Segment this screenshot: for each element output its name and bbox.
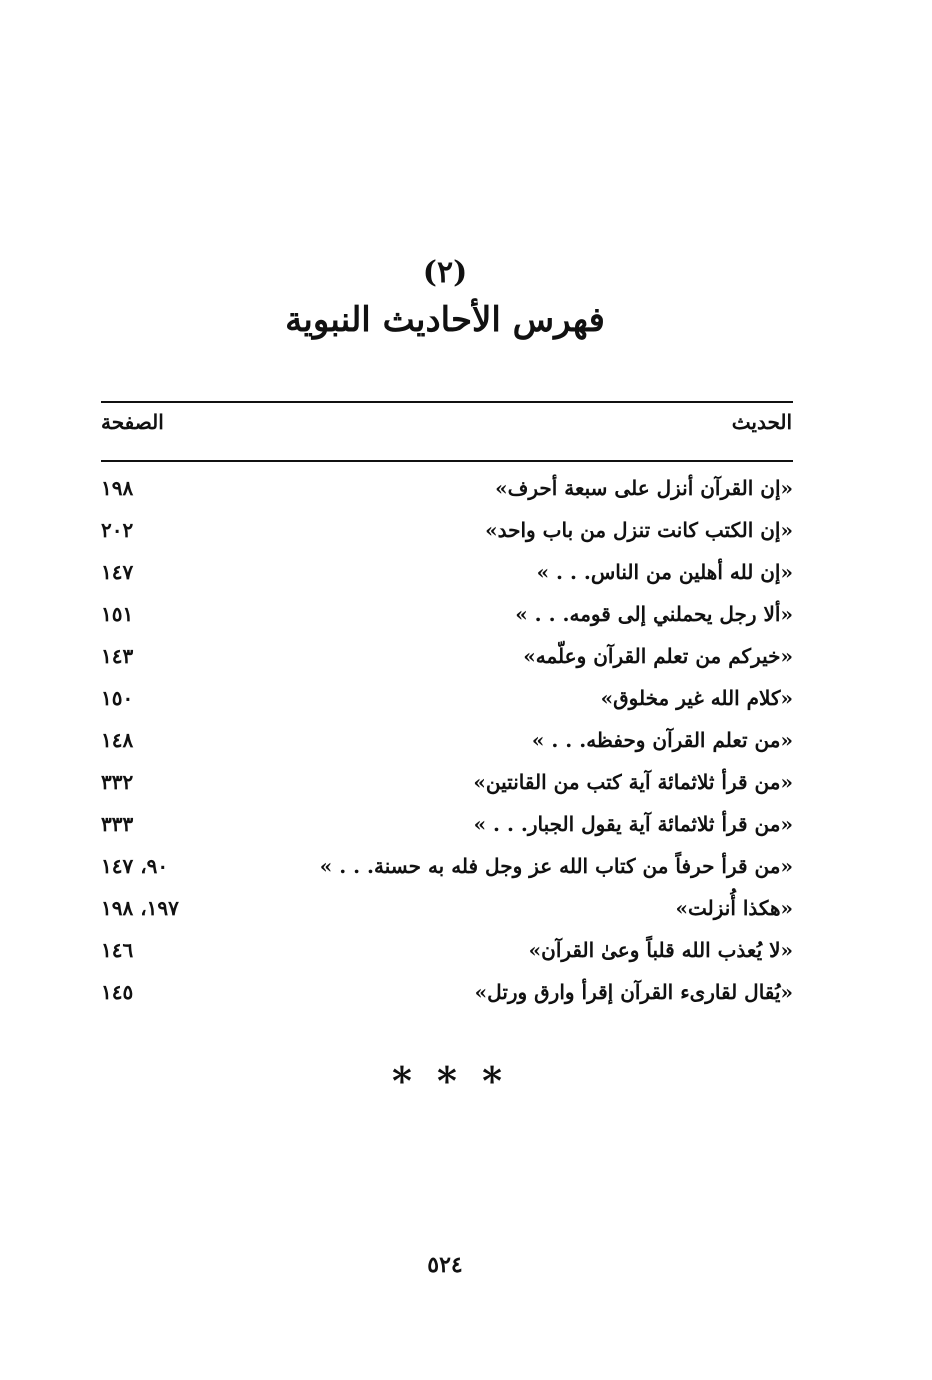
hadith-text: «من قرأ ثلاثمائة آية كتب من القانتين»	[473, 770, 793, 794]
table-top-rule	[101, 401, 793, 403]
list-item	[101, 684, 793, 726]
column-header-hadith: الحديث	[731, 410, 792, 434]
list-item	[101, 768, 793, 810]
page-reference: ١٤٣	[101, 644, 134, 668]
list-item	[101, 474, 793, 516]
hadith-text: «يُقال لقارىء القرآن إقرأ وارق ورتل»	[474, 980, 793, 1004]
page-reference: ١٥٠	[101, 686, 134, 710]
hadith-index-list	[101, 474, 793, 1020]
list-item	[101, 810, 793, 852]
section-end-ornament: * * *	[391, 1058, 509, 1103]
page-reference: ١٩٧، ١٩٨	[101, 896, 179, 920]
hadith-text: «ألا رجل يحملني إلى قومه. . . »	[515, 602, 793, 626]
hadith-text: «لا يُعذب الله قلباً وعىٰ القرآن»	[528, 938, 793, 962]
list-item	[101, 600, 793, 642]
list-item	[101, 516, 793, 558]
hadith-text: «خيركم من تعلم القرآن وعلّمه»	[523, 644, 793, 668]
page-reference: ١٥١	[101, 602, 134, 626]
column-header-page: الصفحة	[101, 410, 164, 434]
hadith-text: «إن لله أهلين من الناس. . . »	[536, 560, 793, 584]
list-item	[101, 558, 793, 600]
page-reference: ٣٣٣	[101, 812, 134, 836]
page-reference: ١٤٧	[101, 560, 134, 584]
page-reference: ٣٣٢	[101, 770, 134, 794]
page-reference: ١٤٥	[101, 980, 134, 1004]
page-reference: ١٩٨	[101, 476, 134, 500]
page-reference: ٢٠٢	[101, 518, 134, 542]
hadith-text: «من قرأ حرفاً من كتاب الله عز وجل فله به حسنة. . . »	[319, 854, 793, 878]
hadith-text: «من قرأ ثلاثمائة آية يقول الجبار. . . »	[473, 812, 793, 836]
list-item	[101, 936, 793, 978]
list-item	[101, 978, 793, 1020]
list-item	[101, 726, 793, 768]
list-item	[101, 852, 793, 894]
list-item	[101, 642, 793, 684]
hadith-text: «من تعلم القرآن وحفظه. . . »	[531, 728, 793, 752]
hadith-text: «إن الكتب كانت تنزل من باب واحد»	[485, 518, 793, 542]
hadith-text: «هكذا أُنزلت»	[675, 896, 793, 920]
page-number: ٥٢٤	[427, 1252, 463, 1278]
page-reference: ٩٠، ١٤٧	[101, 854, 169, 878]
hadith-text: «كلام الله غير مخلوق»	[600, 686, 793, 710]
page-reference: ١٤٨	[101, 728, 134, 752]
hadith-text: «إن القرآن أنزل على سبعة أحرف»	[495, 476, 793, 500]
table-header-rule	[101, 460, 793, 462]
list-item	[101, 894, 793, 936]
page-title: فهرس الأحاديث النبوية	[285, 300, 605, 340]
section-number: (٢)	[422, 255, 468, 290]
page-reference: ١٤٦	[101, 938, 134, 962]
